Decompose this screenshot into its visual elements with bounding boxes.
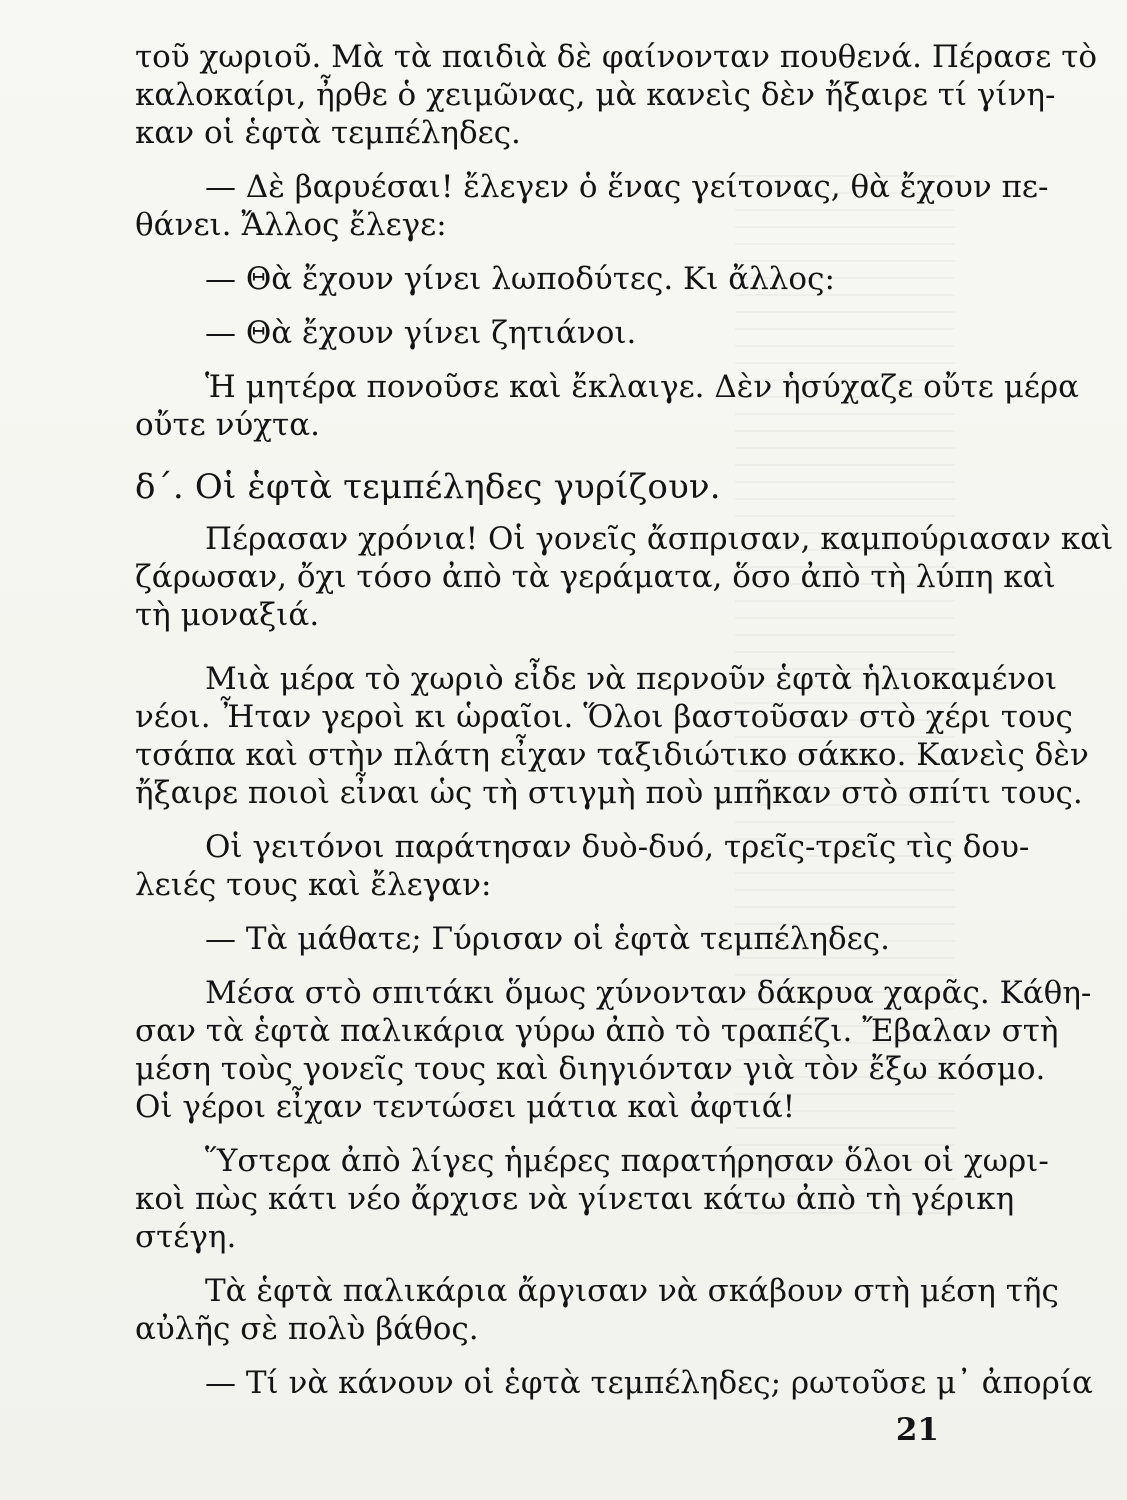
text-line: ἤξαιρε ποιοὶ εἶναι ὡς τὴ στιγμὴ ποὺ μπῆκαν στὸ σπίτι τους.: [135, 775, 1083, 811]
paragraph-line: Πέρασαν χρόνια! Οἱ γονεῖς ἄσπρισαν, καμπούριασαν καὶ: [205, 521, 1114, 557]
section-heading: δ΄. Οἱ ἑφτὰ τεμπέληδες γυρίζουν.: [135, 467, 721, 507]
dialogue-line: — Τί νὰ κάνουν οἱ ἑφτὰ τεμπέληδες; ρωτοῦσε μ᾽ ἀπορία: [205, 1365, 1093, 1401]
dialogue-line: — Δὲ βαρυέσαι! ἔλεγεν ὁ ἕνας γείτονας, θὰ ἔχουν πε-: [205, 169, 1049, 205]
paragraph-line: Μέσα στὸ σπιτάκι ὅμως χύνονταν δάκρυα χαρᾶς. Κάθη-: [205, 975, 1092, 1011]
text-line: καλοκαίρι, ἦρθε ὁ χειμῶνας, μὰ κανεὶς δὲν ἤξαιρε τί γίνη-: [135, 77, 1056, 113]
paragraph-line: Οἱ γειτόνοι παράτησαν δυὸ-δυό, τρεῖς-τρεῖς τὶς δου-: [205, 829, 1030, 865]
text-line: λειές τους καὶ ἔλεγαν:: [135, 867, 492, 903]
text-line: τσάπα καὶ στὴν πλάτη εἶχαν ταξιδιώτικο σάκκο. Κανεὶς δὲν: [135, 737, 1089, 773]
dialogue-line: — Θὰ ἔχουν γίνει ζητιάνοι.: [205, 315, 637, 351]
text-line: θάνει. Ἄλλος ἔλεγε:: [135, 207, 447, 243]
text-line: τὴ μοναξιά.: [135, 597, 320, 633]
paragraph-line: Ὕστερα ἀπὸ λίγες ἡμέρες παρατήρησαν ὅλοι οἱ χωρι-: [205, 1143, 1049, 1179]
text-line: σαν τὰ ἑφτὰ παλικάρια γύρω ἀπὸ τὸ τραπέζι. Ἔβαλαν στὴ: [135, 1013, 1059, 1049]
paragraph-line: Μιὰ μέρα τὸ χωριὸ εἶδε νὰ περνοῦν ἑφτὰ ἡλιοκαμένοι: [205, 661, 1058, 697]
text-line: τοῦ χωριοῦ. Μὰ τὰ παιδιὰ δὲ φαίνονταν πουθενά. Πέρασε τὸ: [135, 39, 1098, 75]
text-line: νέοι. Ἦταν γεροὶ κι ὡραῖοι. Ὅλοι βαστοῦσαν στὸ χέρι τους: [135, 699, 1073, 735]
text-line: ζάρωσαν, ὄχι τόσο ἀπὸ τὰ γεράματα, ὅσο ἀπὸ τὴ λύπη καὶ: [135, 559, 1056, 595]
text-line: μέση τοὺς γονεῖς τους καὶ διηγιόνταν γιὰ τὸν ἔξω κόσμο.: [135, 1051, 1046, 1087]
dialogue-line: — Θὰ ἔχουν γίνει λωποδύτες. Κι ἄλλος:: [205, 261, 835, 297]
text-line: Οἱ γέροι εἶχαν τεντώσει μάτια καὶ ἀφτιά!: [135, 1089, 796, 1125]
text-line: αὐλῆς σὲ πολὺ βάθος.: [135, 1311, 479, 1347]
paragraph-line: Ἡ μητέρα πονοῦσε καὶ ἔκλαιγε. Δὲν ἡσύχαζε οὔτε μέρα: [205, 369, 1080, 405]
text-line: οὔτε νύχτα.: [135, 407, 320, 443]
page-text: [135, 38, 1114, 1402]
paragraph-line: Τὰ ἑφτὰ παλικάρια ἄργισαν νὰ σκάβουν στὴ μέση τῆς: [205, 1273, 1059, 1309]
text-line: καν οἱ ἑφτὰ τεμπέληδες.: [135, 115, 521, 151]
text-line: κοὶ πὼς κάτι νέο ἄρχισε νὰ γίνεται κάτω ἀπὸ τὴ γέρικη: [135, 1181, 1015, 1217]
dialogue-line: — Τὰ μάθατε; Γύρισαν οἱ ἑφτὰ τεμπέληδες.: [205, 921, 890, 957]
page-number: 21: [895, 1412, 939, 1448]
text-line: στέγη.: [135, 1219, 237, 1255]
